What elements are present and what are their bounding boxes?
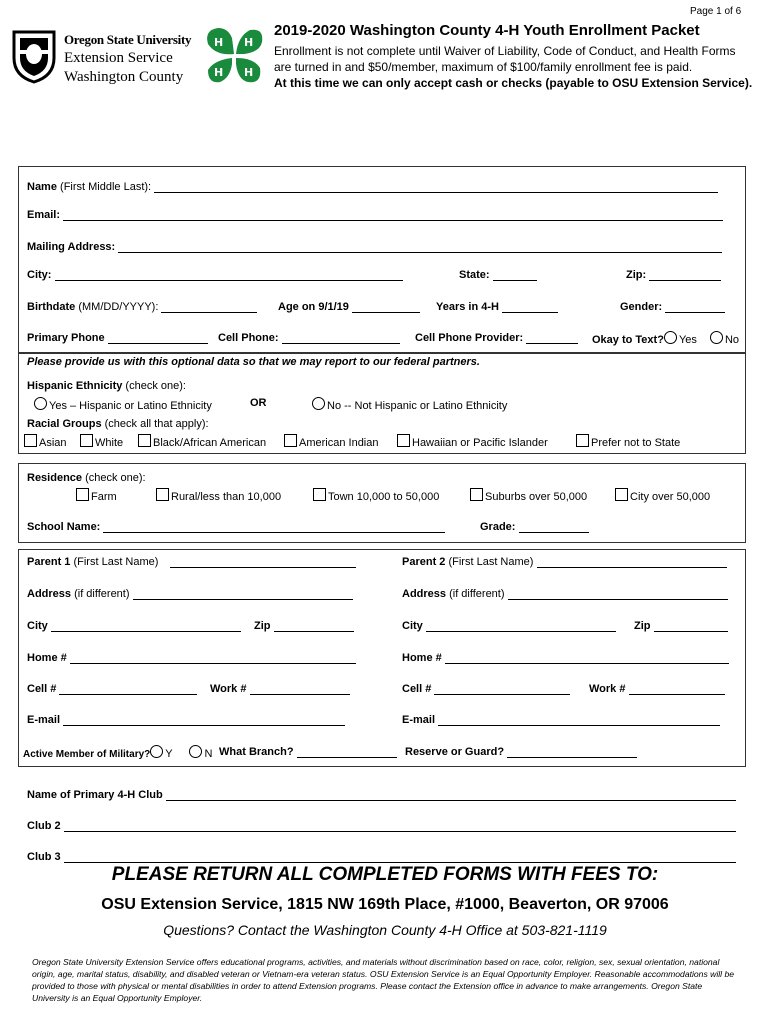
- club2-group: [27, 819, 736, 832]
- parent1-address-label: Address: [27, 588, 72, 600]
- primary-phone-group: [27, 331, 208, 344]
- military-yes-label: Y: [165, 748, 173, 760]
- beaver-seal-icon: [10, 28, 58, 84]
- parent2-email-group: [402, 713, 720, 726]
- race-white: [80, 434, 123, 449]
- parent2-home-field[interactable]: [445, 651, 729, 664]
- racial-label-rest: (check all that apply):: [101, 418, 209, 430]
- parent1-name-field[interactable]: [170, 555, 356, 568]
- provider-field[interactable]: [526, 331, 578, 344]
- cell-phone-label: Cell Phone:: [218, 332, 279, 344]
- grade-label: Grade:: [480, 521, 516, 533]
- residence-town-checkbox[interactable]: [313, 488, 326, 501]
- race-black: [138, 434, 266, 449]
- club2-field[interactable]: [64, 819, 736, 832]
- residence-label-rest: (check one):: [82, 472, 146, 484]
- parent2-city-group: [402, 619, 616, 632]
- gender-label: Gender:: [620, 301, 663, 313]
- primary-club-field[interactable]: [166, 788, 736, 801]
- parent2-email-field[interactable]: [438, 713, 720, 726]
- race-asian-label: Asian: [39, 437, 67, 449]
- residence-rural: [156, 488, 281, 503]
- hispanic-label: Hispanic Ethnicity: [27, 380, 123, 392]
- hispanic-no-radio[interactable]: [312, 397, 325, 410]
- email-row: [27, 208, 723, 221]
- parent1-email-field[interactable]: [63, 713, 345, 726]
- address-row: [27, 240, 722, 253]
- residence-town-label: Town 10,000 to 50,000: [328, 491, 440, 503]
- clover-h-3: H: [214, 66, 224, 79]
- race-american-indian: [284, 434, 379, 449]
- reserve-group: [405, 745, 637, 758]
- parent1-city-field[interactable]: [51, 619, 241, 632]
- okay-to-text-label: Okay to Text?: [592, 334, 664, 346]
- page-number: Page 1 of 6: [690, 6, 742, 17]
- parent1-zip-label: Zip: [254, 620, 271, 632]
- city-field[interactable]: [55, 268, 403, 281]
- race-black-checkbox[interactable]: [138, 434, 151, 447]
- header-line-3: At this time we can only accept cash or checks (payable to OSU Extension Service).: [274, 76, 753, 90]
- parent1-work-label: Work #: [210, 683, 247, 695]
- parent2-cell-group: [402, 682, 570, 695]
- residence-suburbs-checkbox[interactable]: [470, 488, 483, 501]
- parent2-address-label: Address: [402, 588, 447, 600]
- parent1-address-label-rest: (if different): [71, 588, 130, 600]
- email-label: Email:: [27, 209, 61, 221]
- race-black-label: Black/African American: [153, 437, 267, 449]
- parent2-address-group: [402, 587, 728, 600]
- parent2-zip-group: [634, 619, 728, 632]
- parent2-address-field[interactable]: [508, 587, 728, 600]
- parent1-label-rest: (First Last Name): [70, 556, 159, 568]
- branch-label: What Branch?: [219, 746, 294, 758]
- state-field[interactable]: [493, 268, 537, 281]
- parent1-home-group: [27, 651, 356, 664]
- header-line-1: Enrollment is not complete until Waiver of Liability, Code of Conduct, and Health Forms: [274, 44, 736, 58]
- parent1-work-group: [210, 682, 350, 695]
- primary-phone-label: Primary Phone: [27, 332, 105, 344]
- race-white-checkbox[interactable]: [80, 434, 93, 447]
- parent2-home-group: [402, 651, 729, 664]
- parent1-email-group: [27, 713, 345, 726]
- racial-label-row: [27, 418, 209, 430]
- parent2-work-label: Work #: [589, 683, 626, 695]
- school-field[interactable]: [103, 520, 445, 533]
- school-label: School Name:: [27, 521, 101, 533]
- military-no-radio[interactable]: [189, 745, 202, 758]
- club3-field[interactable]: [64, 850, 736, 863]
- provider-label: Cell Phone Provider:: [415, 332, 524, 344]
- parent2-name-group: [402, 555, 727, 568]
- name-row: [27, 180, 718, 193]
- race-american-indian-checkbox[interactable]: [284, 434, 297, 447]
- years-label: Years in 4-H: [436, 301, 499, 313]
- parent1-city-label: City: [27, 620, 48, 632]
- race-asian-checkbox[interactable]: [24, 434, 37, 447]
- zip-group: [626, 268, 721, 281]
- parent2-work-group: [589, 682, 725, 695]
- birthdate-label: Birthdate: [27, 301, 76, 313]
- text-no-label: No: [724, 334, 740, 346]
- parent1-cell-label: Cell #: [27, 683, 57, 695]
- mailing-address-label: Mailing Address:: [27, 241, 116, 253]
- residence-rural-checkbox[interactable]: [156, 488, 169, 501]
- zip-field[interactable]: [649, 268, 721, 281]
- parent1-cell-group: [27, 682, 197, 695]
- grade-group: [480, 520, 589, 533]
- club3-group: [27, 850, 736, 863]
- age-group: [278, 300, 420, 313]
- questions-line: Questions? Contact the Washington County 4-H Office at 503-821-1119: [163, 922, 607, 938]
- text-yes-label: Yes: [678, 334, 697, 346]
- residence-town: [313, 488, 439, 503]
- club3-label: Club 3: [27, 851, 61, 863]
- race-prefer-not: [576, 434, 680, 449]
- parent2-zip-label: Zip: [634, 620, 651, 632]
- residence-label-row: [27, 472, 146, 484]
- osu-logo: [8, 26, 193, 90]
- name-label-rest: (First Middle Last):: [56, 181, 152, 193]
- race-american-indian-label: American Indian: [299, 437, 379, 449]
- military-yes-radio[interactable]: [150, 745, 163, 758]
- school-group: [27, 520, 445, 533]
- text-no-radio[interactable]: [710, 331, 723, 344]
- hispanic-no-label: No -- Not Hispanic or Latino Ethnicity: [327, 400, 508, 412]
- parent2-cell-label: Cell #: [402, 683, 432, 695]
- text-yes-radio[interactable]: [664, 331, 677, 344]
- parent2-address-label-rest: (if different): [446, 588, 505, 600]
- clover-h-2: H: [244, 36, 254, 49]
- reserve-label: Reserve or Guard?: [405, 746, 505, 758]
- state-group: [459, 268, 537, 281]
- race-prefer-not-checkbox[interactable]: [576, 434, 589, 447]
- years-field[interactable]: [502, 300, 558, 313]
- parent2-city-label: City: [402, 620, 423, 632]
- grade-field[interactable]: [519, 520, 589, 533]
- hispanic-yes-option: [34, 397, 212, 412]
- primary-club-label: Name of Primary 4-H Club: [27, 789, 163, 801]
- race-prefer-not-label: Prefer not to State: [591, 437, 681, 449]
- parent1-name-group: [27, 555, 356, 568]
- okay-to-text-group: [592, 331, 739, 346]
- parent2-zip-field[interactable]: [654, 619, 728, 632]
- parent2-label: Parent 2: [402, 556, 446, 568]
- cell-phone-field[interactable]: [282, 331, 400, 344]
- parent2-name-field[interactable]: [537, 555, 727, 568]
- reserve-field[interactable]: [507, 745, 637, 758]
- parent2-label-rest: (First Last Name): [445, 556, 534, 568]
- years-group: [436, 300, 558, 313]
- clover-h-1: H: [214, 36, 224, 49]
- gender-group: [620, 300, 725, 313]
- residence-city-checkbox[interactable]: [615, 488, 628, 501]
- race-hawaiian-label: Hawaiian or Pacific Islander: [412, 437, 548, 449]
- return-heading: PLEASE RETURN ALL COMPLETED FORMS WITH FEES TO:: [111, 864, 659, 885]
- age-field[interactable]: [352, 300, 420, 313]
- birthdate-label-rest: (MM/DD/YYYY):: [75, 301, 159, 313]
- parent1-city-group: [27, 619, 241, 632]
- return-address: OSU Extension Service, 1815 NW 169th Place, #1000, Beaverton, OR 97006: [101, 896, 669, 913]
- zip-label: Zip:: [626, 269, 647, 281]
- club2-label: Club 2: [27, 820, 61, 832]
- residence-city-label: City over 50,000: [630, 491, 711, 503]
- birthdate-group: [27, 300, 257, 313]
- mailing-address-field[interactable]: [118, 240, 722, 253]
- residence-city: [615, 488, 710, 503]
- four-h-clover-icon: [202, 24, 266, 88]
- military-group: [23, 745, 212, 760]
- hispanic-label-row: [27, 380, 186, 392]
- residence-farm-label: Farm: [91, 491, 117, 503]
- parent2-work-field[interactable]: [629, 682, 725, 695]
- racial-label: Racial Groups: [27, 418, 102, 430]
- disclaimer: Oregon State University Extension Service offers educational programs, activities, and materials without discrimination based on race, color, religion, sex, sexual orientation, national origin, age, marital status, disability, and disabled veteran or Vietnam-era veteran status. OSU Extension Service is an Equal Opportunity Employer. Reasonable accommodations will be provided to those with physical or mental disabilities in order to attend Extension programs. Please contact the Extension office in advance to make arrangements. Oregon State University is an Equal Opportunity Employer.: [32, 957, 735, 1003]
- branch-group: [219, 745, 397, 758]
- parent1-label: Parent 1: [27, 556, 71, 568]
- hispanic-yes-radio[interactable]: [34, 397, 47, 410]
- city-row: [27, 268, 403, 281]
- header-line-2: are turned in and $50/member, maximum of $100/family enrollment fee is paid.: [274, 60, 693, 74]
- osu-name: Oregon State University: [64, 32, 192, 47]
- clover-h-4: H: [244, 66, 254, 79]
- residence-label: Residence: [27, 472, 83, 484]
- provider-group: [415, 331, 578, 344]
- osu-county: Washington County: [64, 69, 184, 85]
- primary-phone-field[interactable]: [108, 331, 208, 344]
- parent1-cell-field[interactable]: [59, 682, 197, 695]
- primary-club-group: [27, 788, 736, 801]
- or-label: OR: [250, 397, 267, 409]
- parent2-email-label: E-mail: [402, 714, 436, 726]
- residence-suburbs-label: Suburbs over 50,000: [485, 491, 588, 503]
- parent2-cell-field[interactable]: [434, 682, 570, 695]
- email-field[interactable]: [63, 208, 723, 221]
- parent2-home-label: Home #: [402, 652, 442, 664]
- osu-extension: Extension Service: [64, 50, 173, 66]
- optional-notice: Please provide us with this optional data so that we may report to our federal partners.: [27, 356, 480, 368]
- parent1-email-label: E-mail: [27, 714, 61, 726]
- packet-title: 2019-2020 Washington County 4-H Youth Enrollment Packet: [274, 22, 700, 39]
- city-label: City:: [27, 269, 52, 281]
- parent1-work-field[interactable]: [250, 682, 350, 695]
- residence-rural-label: Rural/less than 10,000: [171, 491, 282, 503]
- age-label: Age on 9/1/19: [278, 301, 349, 313]
- residence-farm-checkbox[interactable]: [76, 488, 89, 501]
- hispanic-label-rest: (check one):: [122, 380, 186, 392]
- hispanic-yes-label: Yes – Hispanic or Latino Ethnicity: [49, 400, 212, 412]
- parent1-zip-field[interactable]: [274, 619, 354, 632]
- parent1-zip-group: [254, 619, 354, 632]
- cell-phone-group: [218, 331, 400, 344]
- gender-field[interactable]: [665, 300, 725, 313]
- parent1-address-group: [27, 587, 353, 600]
- race-white-label: White: [95, 437, 124, 449]
- race-hawaiian: [397, 434, 548, 449]
- race-asian: [24, 434, 67, 449]
- parent1-address-field[interactable]: [133, 587, 353, 600]
- name-field[interactable]: [154, 180, 718, 193]
- parent2-city-field[interactable]: [426, 619, 616, 632]
- parent1-home-field[interactable]: [70, 651, 356, 664]
- residence-farm: [76, 488, 117, 503]
- residence-suburbs: [470, 488, 587, 503]
- military-no-label: N: [204, 748, 213, 760]
- name-label: Name: [27, 181, 57, 193]
- military-label: Active Member of Military?: [23, 749, 151, 760]
- state-label: State:: [459, 269, 490, 281]
- race-hawaiian-checkbox[interactable]: [397, 434, 410, 447]
- branch-field[interactable]: [297, 745, 397, 758]
- birthdate-field[interactable]: [161, 300, 257, 313]
- member-info-section: [18, 166, 746, 354]
- hispanic-no-option: [312, 397, 507, 412]
- parent1-home-label: Home #: [27, 652, 67, 664]
